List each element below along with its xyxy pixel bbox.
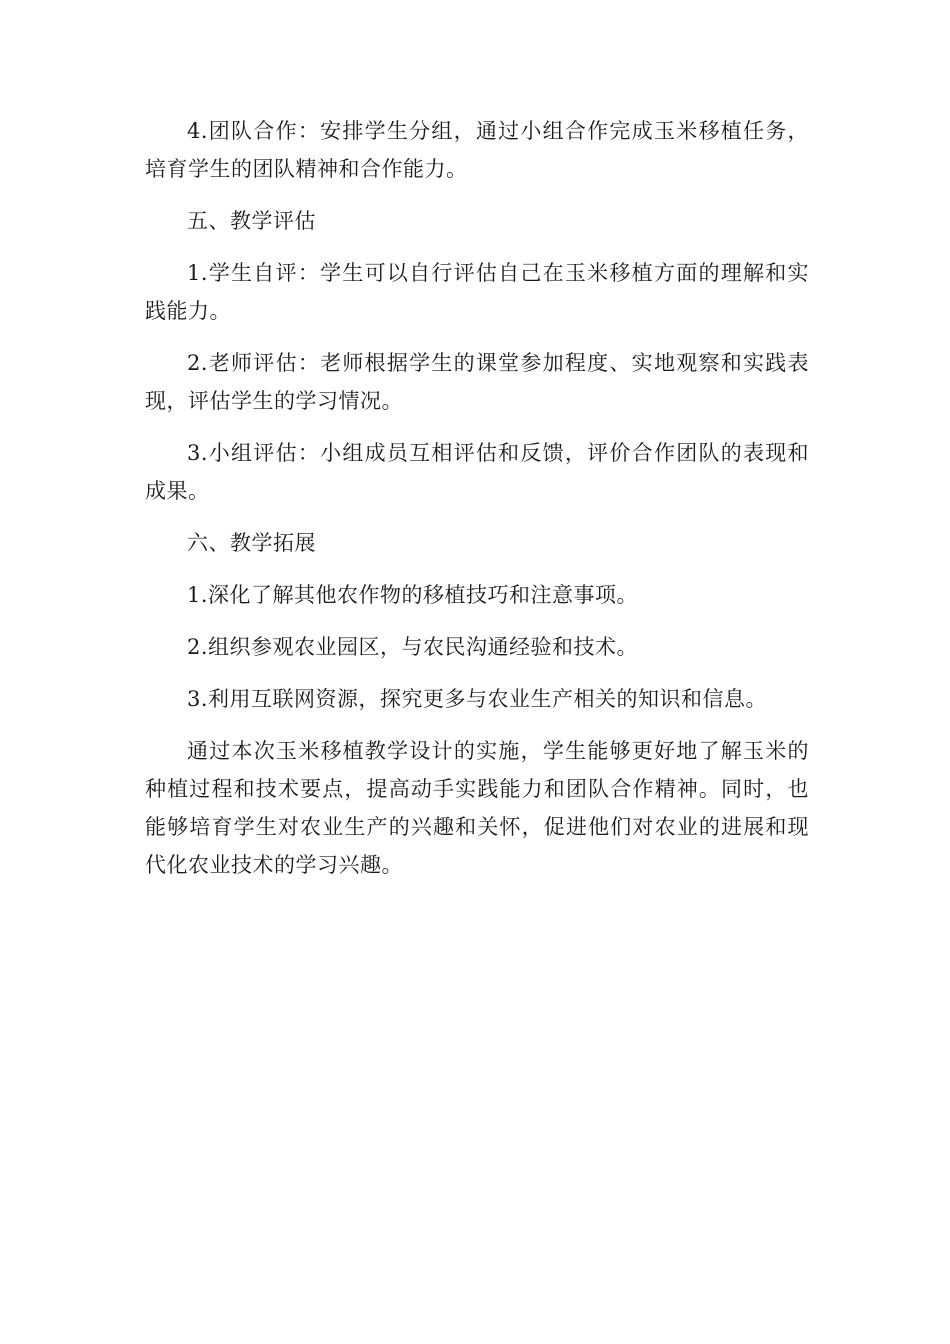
paragraph-teamwork: 4.团队合作：安排学生分组，通过小组合作完成玉米移植任务，培育学生的团队精神和合作能力。 [145, 119, 809, 181]
section-heading-extension: 六、教学拓展 [187, 531, 316, 555]
document-body [145, 112, 809, 898]
paragraph-teacher-evaluation: 2.老师评估：老师根据学生的课堂参加程度、实地观察和实践表现，评估学生的学习情况。 [145, 351, 809, 413]
paragraph-extension-2: 2.组织参观农业园区，与农民沟通经验和技术。 [187, 635, 639, 659]
paragraph-extension-1: 1.深化了解其他农作物的移植技巧和注意事项。 [187, 583, 639, 607]
paragraph-extension-3: 3.利用互联网资源，探究更多与农业生产相关的知识和信息。 [187, 687, 768, 711]
paragraph-group-evaluation: 3.小组评估：小组成员互相评估和反馈，评价合作团队的表现和成果。 [145, 441, 809, 503]
paragraph-self-evaluation: 1.学生自评：学生可以自行评估自己在玉米移植方面的理解和实践能力。 [145, 261, 809, 323]
paragraph-conclusion: 通过本次玉米移植教学设计的实施，学生能够更好地了解玉米的种植过程和技术要点，提高动手实践能力和团队合作精神。同时，也能够培育学生对农业生产的兴趣和关怀，促进他们对农业的进展和现代化农业技术的学习兴趣。 [145, 739, 809, 877]
section-heading-evaluation: 五、教学评估 [187, 209, 316, 233]
